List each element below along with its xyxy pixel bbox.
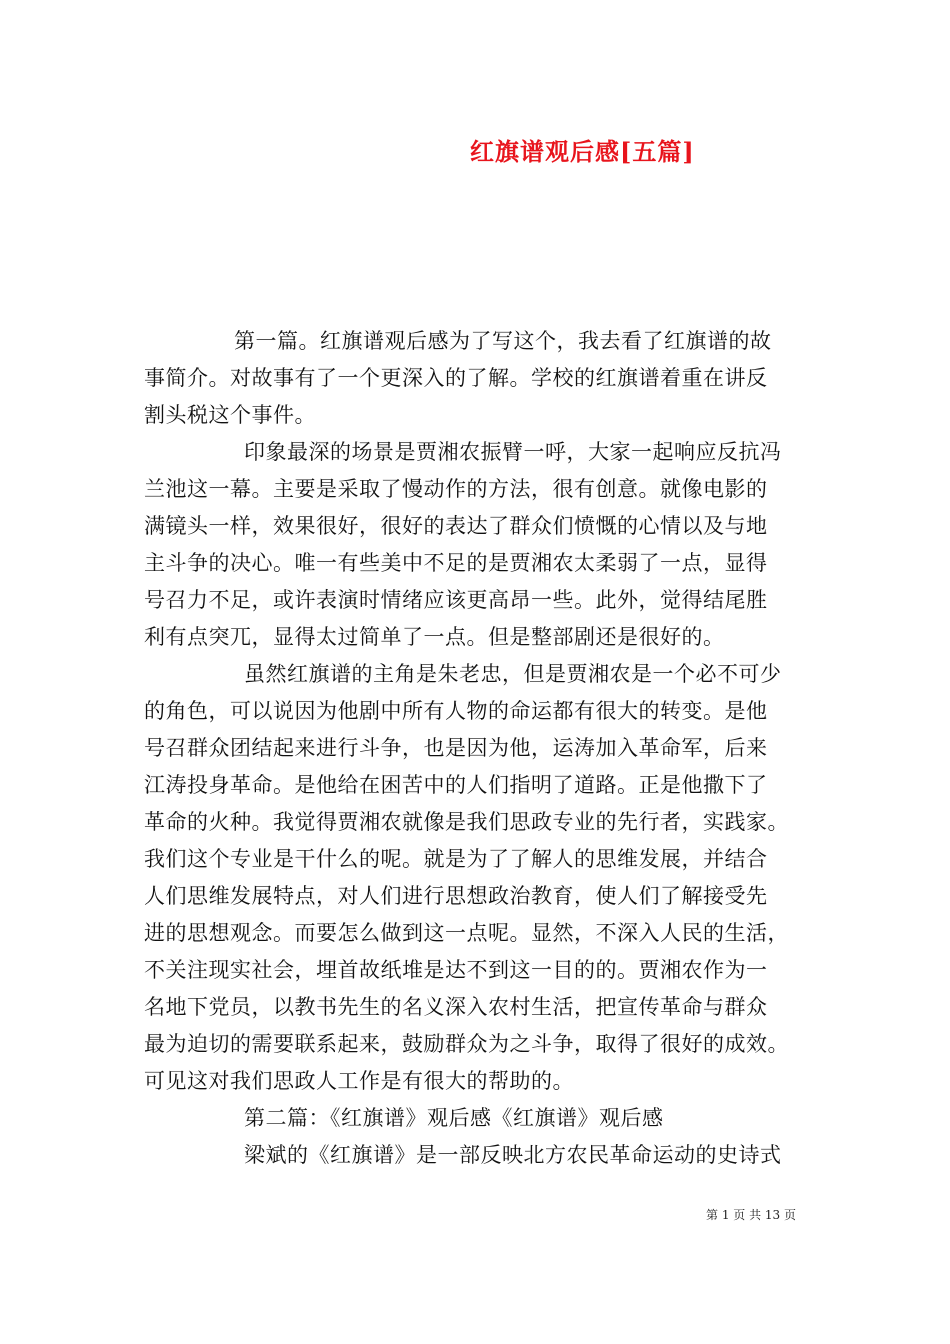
body-line: 革命的火种。我觉得贾湘农就像是我们思政专业的先行者，实践家。 [144,810,789,834]
body-line: 第二篇：《红旗谱》观后感《红旗谱》观后感 [244,1106,664,1130]
body-line: 我们这个专业是干什么的呢。就是为了了解人的思维发展，并结合 [144,847,768,871]
body-line: 兰池这一幕。主要是采取了慢动作的方法，很有创意。就像电影的 [144,477,768,501]
page-number: 第 1 页 共 13 页 [706,1208,796,1222]
body-line: 事简介。对故事有了一个更深入的了解。学校的红旗谱着重在讲反 [144,366,768,390]
body-line: 号召群众团结起来进行斗争，也是因为他，运涛加入革命军，后来 [144,736,768,760]
body-line: 第一篇。红旗谱观后感为了写这个，我去看了红旗谱的故 [234,329,772,353]
body-line: 割头税这个事件。 [144,403,316,427]
body-line: 最为迫切的需要联系起来，鼓励群众为之斗争，取得了很好的成效。 [144,1032,789,1056]
body-line: 江涛投身革命。是他给在困苦中的人们指明了道路。正是他撒下了 [144,773,768,797]
body-line: 不关注现实社会，埋首故纸堆是达不到这一目的的。贾湘农作为一 [144,958,768,982]
body-line: 满镜头一样，效果很好，很好的表达了群众们愤慨的心情以及与地 [144,514,768,538]
body-line: 印象最深的场景是贾湘农振臂一呼，大家一起响应反抗冯 [244,440,782,464]
body-line: 主斗争的决心。唯一有些美中不足的是贾湘农太柔弱了一点，显得 [144,551,768,575]
body-line: 进的思想观念。而要怎么做到这一点呢。显然，不深入人民的生活， [144,921,789,945]
body-line: 人们思维发展特点，对人们进行思想政治教育，使人们了解接受先 [144,884,768,908]
body-line: 名地下党员，以教书先生的名义深入农村生活，把宣传革命与群众 [144,995,768,1019]
body-line: 可见这对我们思政人工作是有很大的帮助的。 [144,1069,574,1093]
body-line: 利有点突兀，显得太过简单了一点。但是整部剧还是很好的。 [144,625,725,649]
body-line: 的角色，可以说因为他剧中所有人物的命运都有很大的转变。是他 [144,699,768,723]
page-title: 红旗谱观后感[五篇] [470,137,695,166]
body-line: 号召力不足，或许表演时情绪应该更高昂一些。此外，觉得结尾胜 [144,588,768,612]
body-line: 梁斌的《红旗谱》是一部反映北方农民革命运动的史诗式 [244,1143,782,1167]
body-line: 虽然红旗谱的主角是朱老忠，但是贾湘农是一个必不可少 [244,662,782,686]
